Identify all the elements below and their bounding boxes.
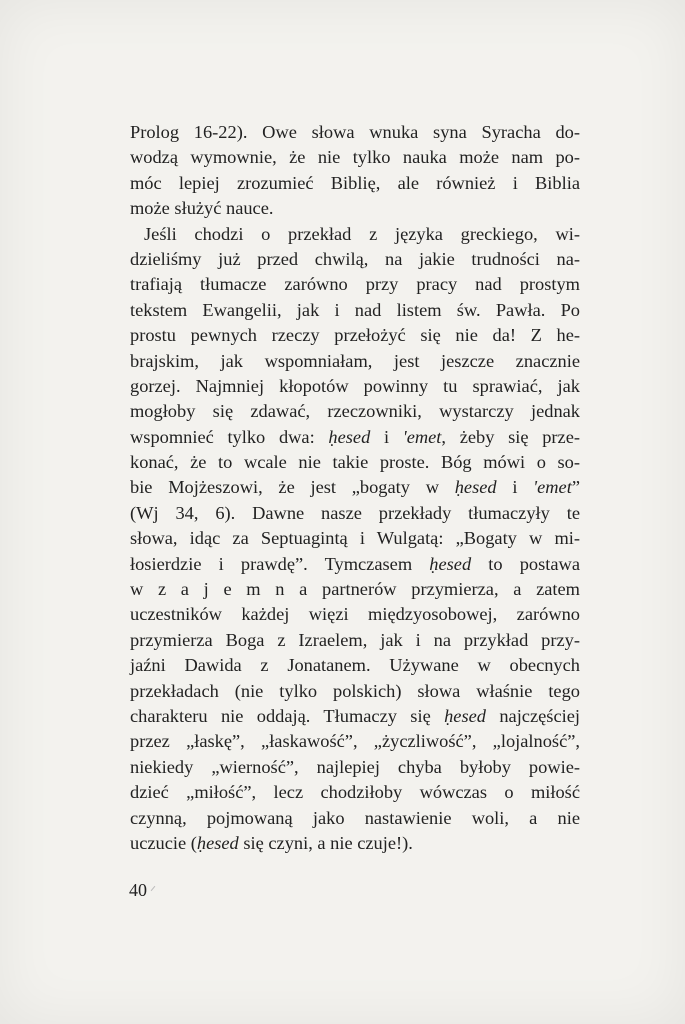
page-number: 40 [129, 880, 147, 900]
text-line: charakteru nie oddają. Tłumaczy się ḥesed najczęściej [130, 705, 580, 726]
text-line: mogłoby się zdawać, rzeczowniki, wystarczy jednak [130, 401, 580, 422]
text-line: trafiają tłumacze zarówno przy pracy nad prostym [130, 274, 580, 295]
text-line: czynną, pojmowaną jako nastawienie woli, a nie [130, 807, 580, 828]
text-line: dzieliśmy już przed chwilą, na jakie trudności na- [130, 248, 580, 269]
text-line: wspomnieć tylko dwa: ḥesed i 'emet, żeby się prze- [130, 426, 580, 447]
text-line: przekładach (nie tylko polskich) słowa właśnie tego [130, 680, 580, 701]
text-line: przez „łaskę”, „łaskawość”, „życzliwość”, „lojalność”, [130, 731, 580, 752]
text-line: uczucie (ḥesed się czyni, a nie czuje!). [130, 832, 413, 853]
text-line: przymierza Boga z Izraelem, jak i na przykład przy- [130, 629, 580, 650]
body-text [130, 120, 580, 856]
text-line: brajskim, jak wspomniałam, jest jeszcze znacznie [130, 350, 580, 371]
text-line: konać, że to wcale nie takie proste. Bóg mówi o so- [130, 452, 580, 473]
text-line: słowa, idąc za Septuagintą i Wulgatą: „Bogaty w mi- [130, 528, 580, 549]
text-line: prostu pewnych rzeczy przełożyć się nie da! Z he- [130, 325, 580, 346]
text-line: (Wj 34, 6). Dawne nasze przekłady tłumaczyły te [130, 502, 580, 523]
text-line: gorzej. Najmniej kłopotów powinny tu sprawiać, jak [130, 375, 580, 396]
pencil-mark [151, 886, 156, 891]
text-line: dzieć „miłość”, lecz chodziłoby wówczas o miłość [130, 782, 580, 803]
text-line: bie Mojżeszowi, że jest „bogaty w ḥesed i 'emet” [130, 477, 580, 498]
text-line: w z a j e m n a partnerów przymierza, a zatem [130, 579, 580, 600]
text-line: uczestników każdej więzi międzyosobowej, zarówno [130, 604, 580, 625]
text-line: tekstem Ewangelii, jak i nad listem św. Pawła. Po [130, 299, 580, 320]
text-line: Prolog 16-22). Owe słowa wnuka syna Syracha do- [130, 122, 580, 142]
text-line: Jeśli chodzi o przekład z języka greckiego, wi- [144, 223, 580, 244]
text-line: może służyć nauce. [130, 198, 274, 219]
text-line: łosierdzie i prawdę”. Tymczasem ḥesed to postawa [130, 553, 580, 574]
text-line: móc lepiej zrozumieć Biblię, ale również i Biblia [130, 172, 580, 193]
text-line: wodzą wymownie, że nie tylko nauka może nam po- [130, 147, 580, 168]
text-line: jaźni Dawida z Jonatanem. Używane w obecnych [130, 655, 580, 676]
text-line: niekiedy „wierność”, najlepiej chyba byłoby powie- [130, 756, 580, 777]
